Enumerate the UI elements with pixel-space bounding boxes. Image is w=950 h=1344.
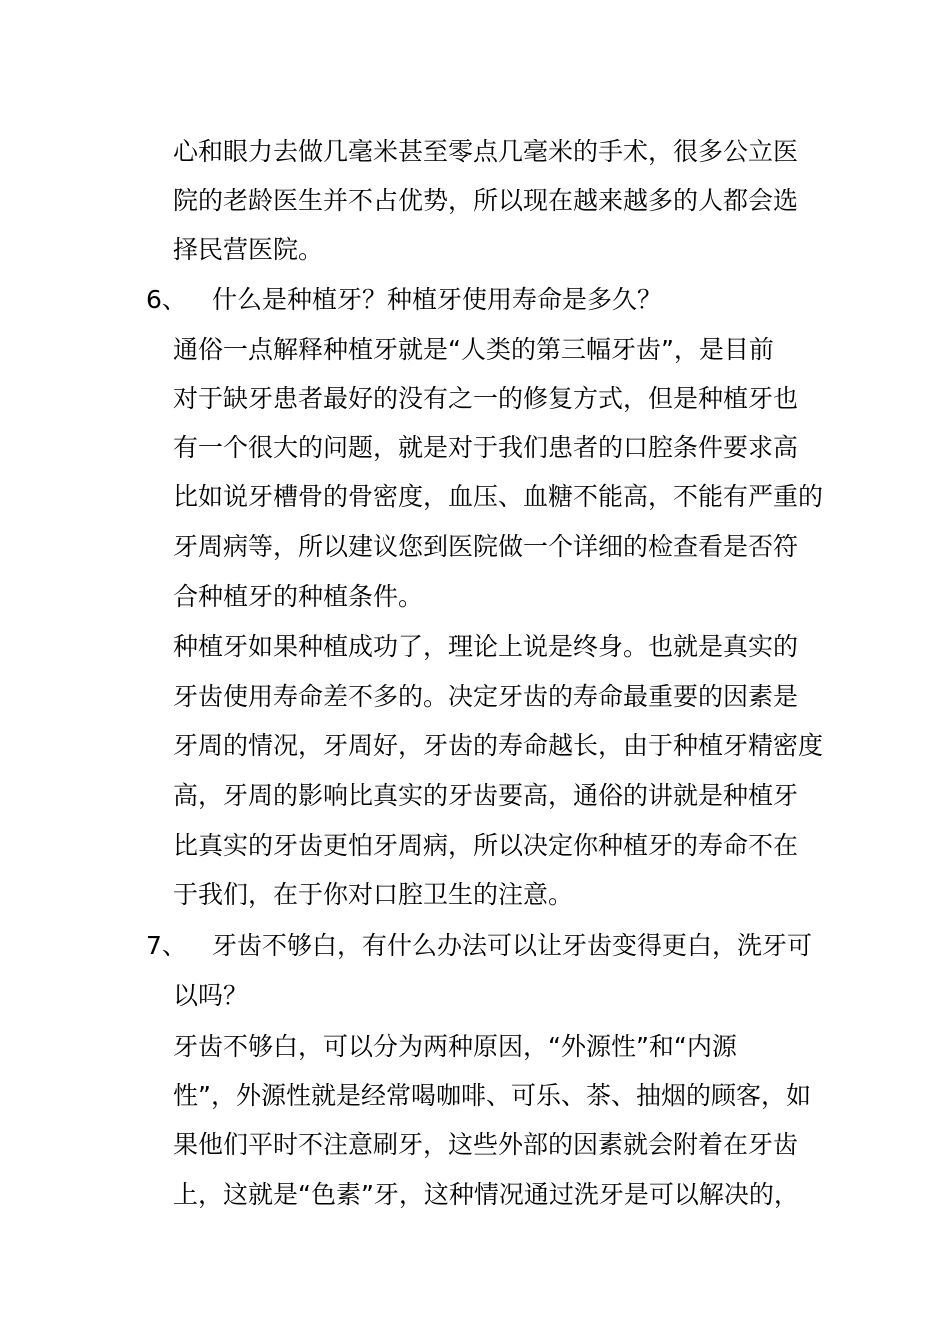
text-line: 果他们平时不注意刷牙，这些外部的因素就会附着在牙齿 <box>173 1130 799 1159</box>
text-line: 牙齿不够白，可以分为两种原因，“外源性”和“内源 <box>173 1032 737 1061</box>
text-line: 牙周病等，所以建议您到医院做一个详细的检查看是否符 <box>173 532 799 561</box>
text-line: 种植牙如果种植成功了，理论上说是终身。也就是真实的 <box>173 632 799 661</box>
question-heading-continued: 以吗？ <box>173 981 249 1010</box>
question-heading: 牙齿不够白，有什么办法可以让牙齿变得更白，洗牙可 <box>212 931 813 960</box>
text-line: 通俗一点解释种植牙就是“人类的第三幅牙齿”，是目前 <box>173 335 774 364</box>
text-line: 比如说牙槽骨的骨密度，血压、血糖不能高，不能有严重的 <box>173 482 824 511</box>
text-line: 上，这就是“色素”牙，这种情况通过洗牙是可以解决的， <box>173 1180 799 1209</box>
text-line: 心和眼力去做几毫米甚至零点几毫米的手术，很多公立医 <box>173 137 799 166</box>
text-line: 有一个很大的问题，就是对于我们患者的口腔条件要求高 <box>173 433 799 462</box>
text-line: 性”，外源性就是经常喝咖啡、可乐、茶、抽烟的顾客，如 <box>173 1081 811 1110</box>
text-line: 比真实的牙齿更怕牙周病，所以决定你种植牙的寿命不在 <box>173 831 799 860</box>
text-line: 择民营医院。 <box>173 235 324 264</box>
question-number: 7、 <box>146 931 187 960</box>
question-number: 6、 <box>146 285 187 314</box>
text-line: 牙齿使用寿命差不多的。决定牙齿的寿命最重要的因素是 <box>173 682 799 711</box>
text-line: 于我们，在于你对口腔卫生的注意。 <box>173 880 574 909</box>
text-line: 高，牙周的影响比真实的牙齿要高，通俗的讲就是种植牙 <box>173 781 799 810</box>
text-line: 合种植牙的种植条件。 <box>173 582 424 611</box>
text-line: 院的老龄医生并不占优势，所以现在越来越多的人都会选 <box>173 186 799 215</box>
text-line: 对于缺牙患者最好的没有之一的修复方式，但是种植牙也 <box>173 384 799 413</box>
text-line: 牙周的情况，牙周好，牙齿的寿命越长，由于种植牙精密度 <box>173 731 824 760</box>
question-heading: 什么是种植牙？种植牙使用寿命是多久？ <box>212 285 663 314</box>
